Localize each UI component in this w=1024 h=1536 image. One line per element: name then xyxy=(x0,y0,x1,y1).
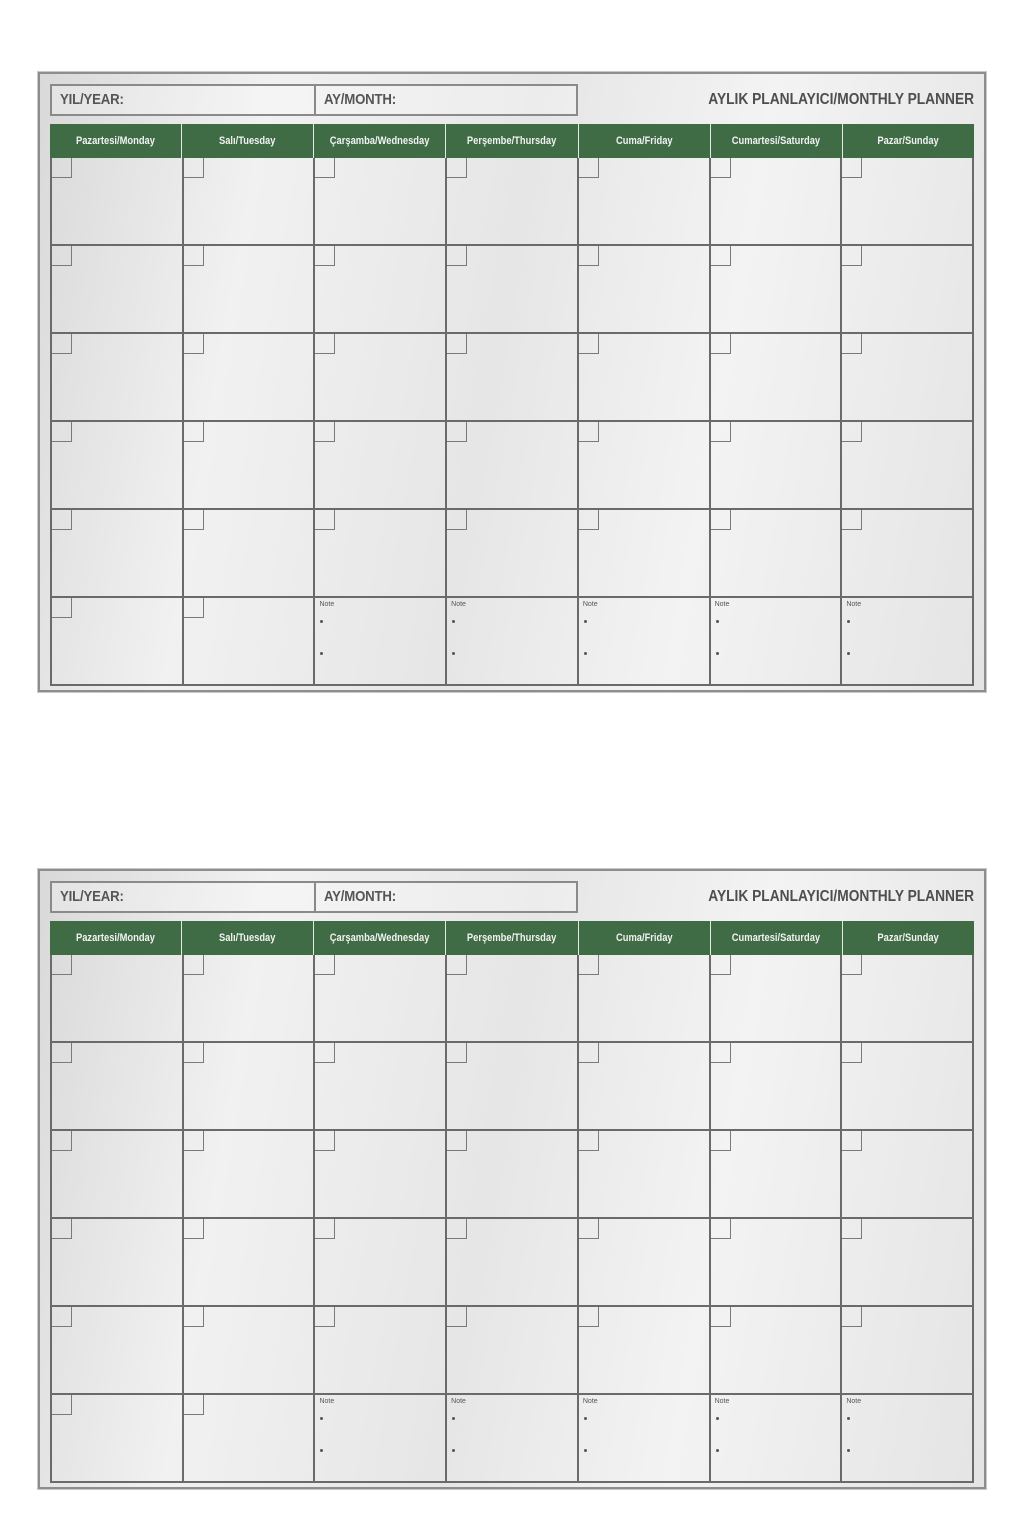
planner-title: AYLIK PLANLAYICI/MONTHLY PLANNER xyxy=(708,91,974,108)
day-cell xyxy=(579,1131,711,1217)
day-cell xyxy=(447,1307,579,1393)
note-label: Note xyxy=(846,1398,862,1405)
date-number-box xyxy=(447,1043,467,1063)
note-label: Note xyxy=(451,601,466,608)
day-cell xyxy=(52,422,184,508)
week-row xyxy=(52,1043,974,1131)
day-cell xyxy=(315,1307,447,1393)
day-cell xyxy=(447,1395,579,1481)
calendar-grid xyxy=(50,124,974,686)
day-cell xyxy=(711,510,843,596)
weekday-sunday: Pazar/Sunday xyxy=(877,135,940,147)
day-cell xyxy=(184,955,316,1041)
planner-header xyxy=(50,881,976,915)
day-cell xyxy=(842,1395,974,1481)
note-label: Note xyxy=(846,601,862,608)
note-label: Note xyxy=(319,601,335,608)
day-cell xyxy=(184,1395,316,1481)
note-bullet xyxy=(716,1417,719,1420)
date-number-box xyxy=(579,1131,599,1151)
monthly-planner-board-2 xyxy=(38,869,986,1489)
year-month-fields xyxy=(50,881,578,913)
date-number-box xyxy=(579,1307,599,1327)
day-cell xyxy=(711,1043,843,1129)
day-cell xyxy=(579,334,711,420)
day-cell xyxy=(52,1395,184,1481)
weekday-thursday: Perşembe/Thursday xyxy=(446,124,578,158)
day-cell xyxy=(184,598,316,684)
weeks-container xyxy=(50,955,974,1483)
day-cell xyxy=(315,1395,447,1481)
note-label: Note xyxy=(319,1398,335,1405)
date-number-box xyxy=(52,1043,72,1063)
note-bullet xyxy=(320,1449,323,1452)
date-number-box xyxy=(184,246,204,266)
monthly-planner-board-1 xyxy=(38,72,986,692)
planner-title: AYLIK PLANLAYICI/MONTHLY PLANNER xyxy=(708,888,974,905)
day-cell xyxy=(184,1219,316,1305)
day-cell xyxy=(579,246,711,332)
date-number-box xyxy=(447,158,467,178)
day-cell xyxy=(842,1219,974,1305)
date-number-box xyxy=(184,1307,204,1327)
planner-header xyxy=(50,84,976,118)
week-row xyxy=(52,246,974,334)
day-cell xyxy=(447,1043,579,1129)
weekday-tuesday: Salı/Tuesday xyxy=(182,921,314,955)
note-bullet xyxy=(716,652,719,655)
date-number-box xyxy=(711,1219,731,1239)
date-number-box xyxy=(579,334,599,354)
note-label: Note xyxy=(714,1398,730,1405)
day-cell xyxy=(842,158,974,244)
day-cell xyxy=(447,422,579,508)
date-number-box xyxy=(711,1043,731,1063)
field-divider xyxy=(314,86,316,114)
day-cell xyxy=(447,246,579,332)
date-number-box xyxy=(579,246,599,266)
day-cell xyxy=(579,510,711,596)
note-bullet xyxy=(320,620,323,623)
weekday-tuesday: Salı/Tuesday xyxy=(182,124,314,158)
year-month-fields xyxy=(50,84,578,116)
week-row xyxy=(52,1131,974,1219)
date-number-box xyxy=(52,158,72,178)
date-number-box xyxy=(184,1219,204,1239)
date-number-box xyxy=(579,1043,599,1063)
day-cell xyxy=(711,1131,843,1217)
day-cell xyxy=(52,1131,184,1217)
day-cell xyxy=(711,334,843,420)
date-number-box xyxy=(447,510,467,530)
date-number-box xyxy=(184,1043,204,1063)
weekday-friday: Cuma/Friday xyxy=(579,124,711,158)
date-number-box xyxy=(711,158,731,178)
day-cell xyxy=(447,158,579,244)
day-cell xyxy=(52,1043,184,1129)
day-cell xyxy=(52,1307,184,1393)
day-cell xyxy=(447,334,579,420)
note-bullet xyxy=(320,1417,323,1420)
year-field-label: YIL/YEAR: xyxy=(60,888,124,905)
note-bullet xyxy=(716,1449,719,1452)
day-cell xyxy=(184,1043,316,1129)
date-number-box xyxy=(52,598,72,618)
week-row xyxy=(52,158,974,246)
year-field-label: YIL/YEAR: xyxy=(60,91,124,108)
week-row xyxy=(52,422,974,510)
date-number-box xyxy=(579,510,599,530)
date-number-box xyxy=(711,246,731,266)
note-label: Note xyxy=(582,1398,598,1405)
weekday-monday: Pazartesi/Monday xyxy=(50,124,182,158)
date-number-box xyxy=(315,422,335,442)
weekday-header-row xyxy=(50,921,974,955)
date-number-box xyxy=(447,334,467,354)
day-cell xyxy=(184,1131,316,1217)
date-number-box xyxy=(315,246,335,266)
week-row xyxy=(52,1307,974,1395)
date-number-box xyxy=(447,422,467,442)
day-cell xyxy=(184,246,316,332)
day-cell xyxy=(315,1219,447,1305)
date-number-box xyxy=(52,1395,72,1415)
date-number-box xyxy=(184,510,204,530)
weekday-saturday: Cumartesi/Saturday xyxy=(711,921,843,955)
day-cell xyxy=(52,1219,184,1305)
date-number-box xyxy=(315,1219,335,1239)
date-number-box xyxy=(842,334,862,354)
date-number-box xyxy=(842,510,862,530)
date-number-box xyxy=(52,1307,72,1327)
day-cell xyxy=(447,1219,579,1305)
weekday-friday: Cuma/Friday xyxy=(579,921,711,955)
week-row xyxy=(52,1395,974,1481)
date-number-box xyxy=(315,1043,335,1063)
day-cell xyxy=(184,510,316,596)
date-number-box xyxy=(447,246,467,266)
date-number-box xyxy=(184,1395,204,1415)
day-cell xyxy=(579,1219,711,1305)
note-bullet xyxy=(320,652,323,655)
day-cell xyxy=(315,246,447,332)
weeks-container xyxy=(50,158,974,686)
month-field-label: AY/MONTH: xyxy=(324,888,397,905)
day-cell xyxy=(447,955,579,1041)
date-number-box xyxy=(842,422,862,442)
date-number-box xyxy=(184,334,204,354)
day-cell xyxy=(315,158,447,244)
note-bullet xyxy=(452,620,455,623)
day-cell xyxy=(184,1307,316,1393)
note-label: Note xyxy=(451,1398,466,1405)
day-cell xyxy=(711,422,843,508)
day-cell xyxy=(842,422,974,508)
day-cell xyxy=(842,955,974,1041)
day-cell xyxy=(447,1131,579,1217)
day-cell xyxy=(315,1131,447,1217)
date-number-box xyxy=(579,1219,599,1239)
note-bullet xyxy=(847,1449,850,1452)
note-bullet xyxy=(584,652,587,655)
calendar-grid xyxy=(50,921,974,1483)
week-row xyxy=(52,334,974,422)
date-number-box xyxy=(711,955,731,975)
note-bullet xyxy=(452,1417,455,1420)
date-number-box xyxy=(52,246,72,266)
weekday-thursday: Perşembe/Thursday xyxy=(446,921,578,955)
date-number-box xyxy=(447,1307,467,1327)
day-cell xyxy=(315,510,447,596)
weekday-wednesday: Çarşamba/Wednesday xyxy=(314,124,446,158)
day-cell xyxy=(842,246,974,332)
date-number-box xyxy=(842,246,862,266)
date-number-box xyxy=(52,334,72,354)
note-bullet xyxy=(452,1449,455,1452)
date-number-box xyxy=(315,1307,335,1327)
date-number-box xyxy=(315,955,335,975)
day-cell xyxy=(711,1219,843,1305)
note-label: Note xyxy=(714,601,730,608)
week-row xyxy=(52,955,974,1043)
date-number-box xyxy=(447,1219,467,1239)
day-cell xyxy=(447,510,579,596)
date-number-box xyxy=(711,510,731,530)
note-bullet xyxy=(584,620,587,623)
date-number-box xyxy=(184,422,204,442)
date-number-box xyxy=(579,955,599,975)
day-cell xyxy=(447,598,579,684)
note-bullet xyxy=(452,652,455,655)
day-cell xyxy=(184,158,316,244)
day-cell xyxy=(52,334,184,420)
week-row xyxy=(52,1219,974,1307)
date-number-box xyxy=(842,1307,862,1327)
day-cell xyxy=(579,1043,711,1129)
day-cell xyxy=(315,955,447,1041)
date-number-box xyxy=(447,955,467,975)
date-number-box xyxy=(184,598,204,618)
note-bullet xyxy=(847,1417,850,1420)
date-number-box xyxy=(711,1131,731,1151)
day-cell xyxy=(579,1395,711,1481)
day-cell xyxy=(842,1043,974,1129)
month-field-label: AY/MONTH: xyxy=(324,91,397,108)
date-number-box xyxy=(52,955,72,975)
day-cell xyxy=(579,422,711,508)
day-cell xyxy=(842,1131,974,1217)
date-number-box xyxy=(842,955,862,975)
date-number-box xyxy=(315,334,335,354)
day-cell xyxy=(579,1307,711,1393)
week-row xyxy=(52,510,974,598)
day-cell xyxy=(184,334,316,420)
weekday-sunday: Pazar/Sunday xyxy=(877,932,940,944)
date-number-box xyxy=(579,422,599,442)
day-cell xyxy=(52,955,184,1041)
day-cell xyxy=(579,598,711,684)
date-number-box xyxy=(184,955,204,975)
note-bullet xyxy=(584,1417,587,1420)
day-cell xyxy=(842,1307,974,1393)
date-number-box xyxy=(184,158,204,178)
date-number-box xyxy=(52,422,72,442)
day-cell xyxy=(711,1395,843,1481)
date-number-box xyxy=(315,158,335,178)
day-cell xyxy=(184,422,316,508)
week-row xyxy=(52,598,974,684)
date-number-box xyxy=(842,1043,862,1063)
date-number-box xyxy=(711,422,731,442)
weekday-wednesday: Çarşamba/Wednesday xyxy=(314,921,446,955)
day-cell xyxy=(315,598,447,684)
date-number-box xyxy=(842,1131,862,1151)
date-number-box xyxy=(447,1131,467,1151)
date-number-box xyxy=(711,334,731,354)
day-cell xyxy=(315,422,447,508)
date-number-box xyxy=(52,510,72,530)
date-number-box xyxy=(842,1219,862,1239)
field-divider xyxy=(314,883,316,911)
day-cell xyxy=(842,598,974,684)
weekday-saturday: Cumartesi/Saturday xyxy=(711,124,843,158)
date-number-box xyxy=(315,1131,335,1151)
note-bullet xyxy=(847,652,850,655)
day-cell xyxy=(711,598,843,684)
date-number-box xyxy=(579,158,599,178)
date-number-box xyxy=(184,1131,204,1151)
note-bullet xyxy=(716,620,719,623)
day-cell xyxy=(711,955,843,1041)
weekday-header-row xyxy=(50,124,974,158)
day-cell xyxy=(842,510,974,596)
day-cell xyxy=(579,955,711,1041)
weekday-monday: Pazartesi/Monday xyxy=(50,921,182,955)
day-cell xyxy=(52,598,184,684)
day-cell xyxy=(711,1307,843,1393)
date-number-box xyxy=(315,510,335,530)
day-cell xyxy=(315,334,447,420)
day-cell xyxy=(711,158,843,244)
day-cell xyxy=(52,158,184,244)
note-bullet xyxy=(584,1449,587,1452)
date-number-box xyxy=(711,1307,731,1327)
note-label: Note xyxy=(582,601,598,608)
day-cell xyxy=(52,246,184,332)
date-number-box xyxy=(52,1219,72,1239)
day-cell xyxy=(52,510,184,596)
note-bullet xyxy=(847,620,850,623)
day-cell xyxy=(315,1043,447,1129)
day-cell xyxy=(842,334,974,420)
date-number-box xyxy=(52,1131,72,1151)
day-cell xyxy=(579,158,711,244)
date-number-box xyxy=(842,158,862,178)
day-cell xyxy=(711,246,843,332)
